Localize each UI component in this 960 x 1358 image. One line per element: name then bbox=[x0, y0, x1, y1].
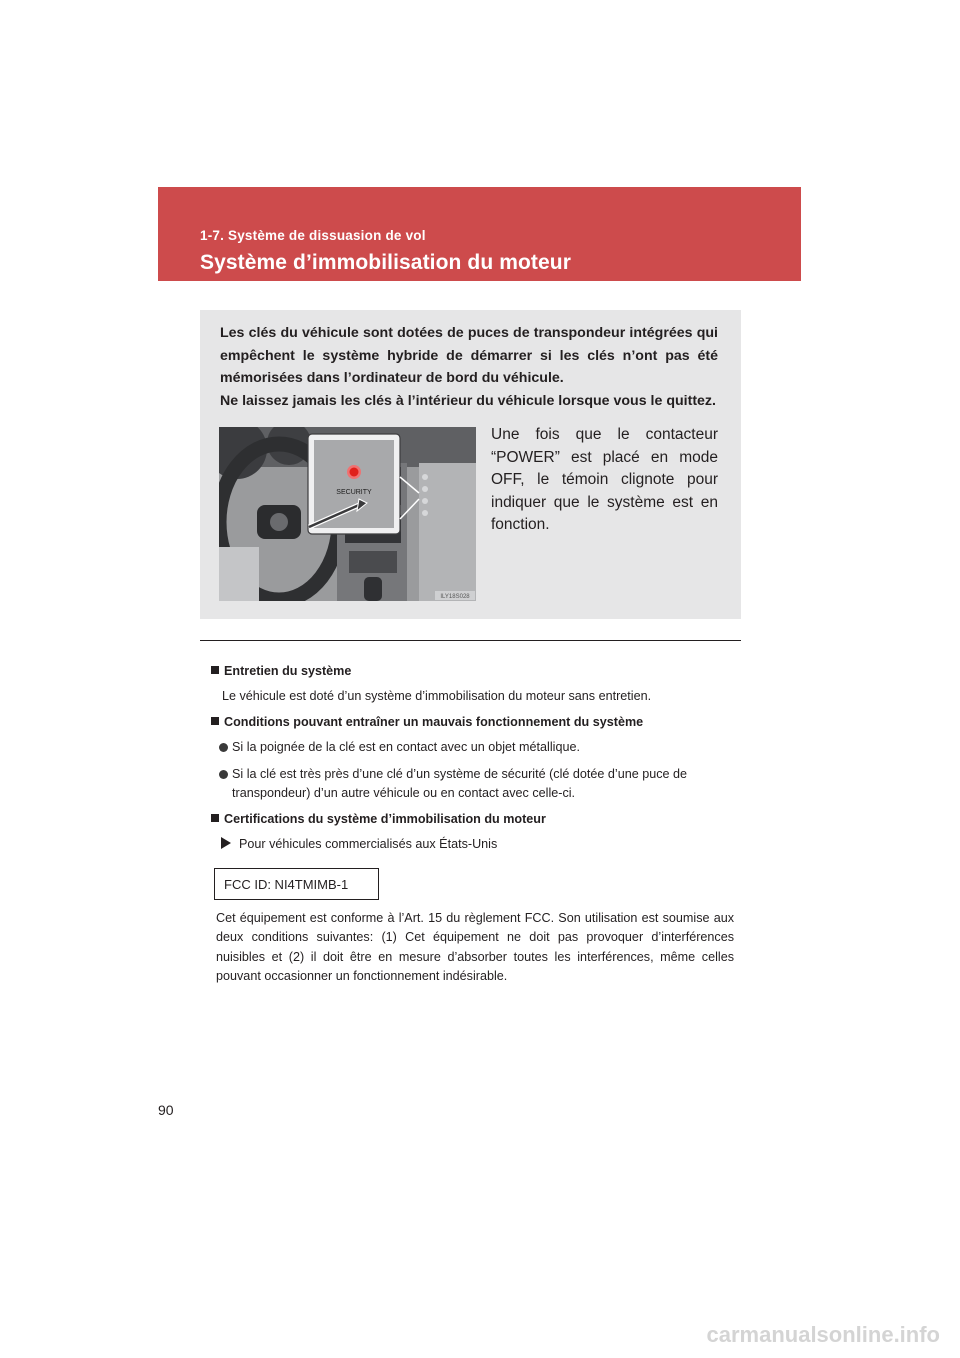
round-bullet-icon bbox=[219, 770, 228, 779]
arrow-right-icon bbox=[221, 837, 231, 849]
square-bullet-icon bbox=[211, 666, 219, 674]
market-line: Pour véhicules commercialisés aux États-Unis bbox=[221, 837, 497, 851]
intro-warning: Ne laissez jamais les clés à l’intérieur du véhicule lorsque vous le quittez. bbox=[220, 392, 716, 409]
chapter-header bbox=[158, 187, 801, 281]
maintenance-text: Le véhicule est doté d’un système d’immobilisation du moteur sans entretien. bbox=[222, 689, 652, 703]
malfunction-bullet: Si la clé est très près d’une clé d’un système de sécurité (clé dotée d’une puce de transpondeur) d’un autre véhicule ou en contact avec celle-ci. bbox=[219, 765, 747, 803]
fcc-statement: Cet équipement est conforme à l’Art. 15 du règlement FCC. Son utilisation est soumise aux deux conditions suivantes: (1) Cet équipement ne doit pas provoquer d’interférences nuisibles et (2) il doit être en mesure d’absorber toutes les interférences, même celles pouvant occasionner un fonctionnement indésirable. bbox=[216, 911, 734, 983]
intro-box bbox=[200, 310, 741, 619]
watermark: carmanualsonline.info bbox=[706, 1322, 940, 1347]
heading-maintenance: Entretien du système bbox=[211, 664, 351, 678]
intro-text bbox=[220, 322, 718, 412]
intro-paragraph: Les clés du véhicule sont dotées de puces de transpondeur intégrées qui empêchent le système hybride de démarrer si les clés n’ont pas été mémorisées dans l’ordinateur de bord du véhicule. bbox=[220, 325, 718, 386]
photo-caption: Une fois que le contacteur “POWER” est placé en mode OFF, le témoin clignote pour indiquer que le système est en fonction. bbox=[491, 426, 718, 533]
round-bullet-icon bbox=[219, 743, 228, 752]
square-bullet-icon bbox=[211, 814, 219, 822]
square-bullet-icon bbox=[211, 717, 219, 725]
malfunction-bullet: Si la poignée de la clé est en contact avec un objet métallique. bbox=[219, 738, 747, 757]
page-title: Système d’immobilisation du moteur bbox=[200, 251, 571, 274]
heading-malfunction: Conditions pouvant entraîner un mauvais fonctionnement du système bbox=[211, 715, 643, 729]
photo-code: ILY18S028 bbox=[440, 594, 470, 600]
section-divider bbox=[200, 640, 741, 641]
fcc-id-box: FCC ID: NI4TMIMB-1 bbox=[214, 868, 379, 900]
dashboard-photo bbox=[219, 427, 476, 601]
heading-certifications: Certifications du système d’immobilisation du moteur bbox=[211, 812, 546, 826]
page-number: 90 bbox=[158, 1102, 174, 1118]
section-label: 1-7. Système de dissuasion de vol bbox=[200, 228, 426, 243]
security-label: SECURITY bbox=[336, 489, 372, 496]
